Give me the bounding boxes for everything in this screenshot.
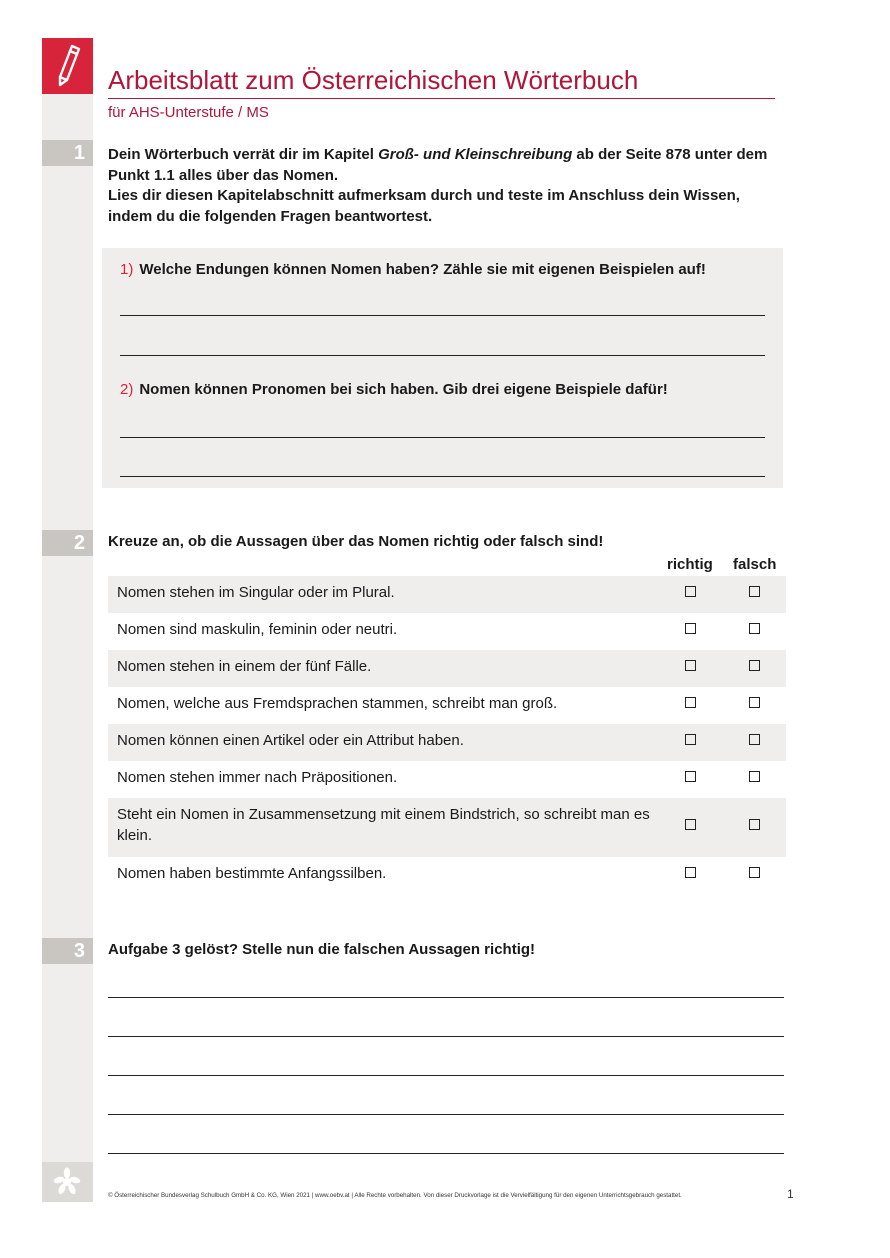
question-2 — [120, 381, 668, 398]
checkbox-falsch[interactable] — [749, 697, 760, 708]
answer-line[interactable] — [108, 1036, 784, 1037]
checkbox-richtig[interactable] — [685, 697, 696, 708]
checkbox-richtig[interactable] — [685, 623, 696, 634]
statement-text: Nomen stehen im Singular oder im Plural. — [117, 584, 395, 601]
intro-text: Dein Wörterbuch verrät dir im Kapitel — [108, 146, 379, 163]
task-2-number: 2 — [42, 530, 93, 556]
statement-row — [108, 798, 786, 857]
statement-row — [108, 761, 786, 798]
statement-row — [108, 613, 786, 650]
intro-chapter-name: Groß- und Kleinschreibung — [378, 146, 573, 163]
intro-instruction: Lies dir diesen Kapitelabschnitt aufmerksam durch und teste im Anschluss dein Wissen, indem du die folgenden Fragen beantwortest. — [108, 187, 740, 225]
question-number: 2) — [120, 381, 134, 398]
column-header-richtig: richtig — [667, 556, 713, 573]
statement-row — [108, 687, 786, 724]
checkbox-richtig[interactable] — [685, 771, 696, 782]
answer-line[interactable] — [108, 1114, 784, 1115]
question-1 — [120, 261, 706, 278]
checkbox-richtig[interactable] — [685, 734, 696, 745]
pencil-icon — [42, 38, 93, 94]
statement-text: Nomen, welche aus Fremdsprachen stammen, schreibt man groß. — [117, 695, 558, 712]
task-3-instruction: Aufgabe 3 gelöst? Stelle nun die falschen Aussagen richtig! — [108, 941, 536, 958]
checkbox-richtig[interactable] — [685, 819, 696, 830]
task-3-number: 3 — [42, 938, 93, 964]
answer-line[interactable] — [108, 997, 784, 998]
checkbox-falsch[interactable] — [749, 623, 760, 634]
statement-text: Nomen können einen Artikel oder ein Attribut haben. — [117, 732, 464, 749]
page-number: 1 — [787, 1187, 794, 1201]
checkbox-falsch[interactable] — [749, 771, 760, 782]
task-2-instruction: Kreuze an, ob die Aussagen über das Nomen richtig oder falsch sind! — [108, 533, 604, 550]
checkbox-richtig[interactable] — [685, 867, 696, 878]
statement-row — [108, 576, 786, 613]
task-1-intro — [108, 145, 788, 227]
answer-line[interactable] — [108, 1075, 784, 1076]
task-1-number: 1 — [42, 140, 93, 166]
intro-text-cont: ab der Seite 878 unter dem Punkt 1.1 alles über das Nomen. — [108, 146, 768, 184]
checkbox-richtig[interactable] — [685, 660, 696, 671]
page-subtitle: für AHS-Unterstufe / MS — [108, 104, 269, 121]
checkbox-richtig[interactable] — [685, 586, 696, 597]
question-box — [102, 248, 783, 488]
question-text: Welche Endungen können Nomen haben? Zähle sie mit eigenen Beispielen auf! — [139, 261, 706, 278]
statement-text: Nomen stehen in einem der fünf Fälle. — [117, 658, 372, 675]
page-title: Arbeitsblatt zum Österreichischen Wörterbuch — [108, 64, 775, 99]
checkbox-falsch[interactable] — [749, 734, 760, 745]
column-header-falsch: falsch — [733, 556, 777, 573]
answer-line[interactable] — [120, 437, 765, 438]
statement-text: Nomen sind maskulin, feminin oder neutri. — [117, 621, 398, 638]
answer-line[interactable] — [108, 1153, 784, 1154]
statement-row — [108, 724, 786, 761]
answer-line[interactable] — [120, 476, 765, 477]
question-number: 1) — [120, 261, 134, 278]
copyright-footer: © Österreichischer Bundesverlag Schulbuch GmbH & Co. KG, Wien 2021 | www.oebv.at | Alle Rechte vorbehalten. Von dieser Druckvorlage ist die Vervielfältigung für den eigenen Unterrichtsgebrauch gestattet. — [108, 1192, 682, 1199]
question-text: Nomen können Pronomen bei sich haben. Gib drei eigene Beispiele dafür! — [139, 381, 668, 398]
statement-text: Nomen haben bestimmte Anfangssilben. — [117, 865, 387, 882]
statement-row — [108, 857, 786, 893]
answer-line[interactable] — [120, 315, 765, 316]
checkbox-falsch[interactable] — [749, 867, 760, 878]
checkbox-falsch[interactable] — [749, 819, 760, 830]
checkbox-falsch[interactable] — [749, 660, 760, 671]
statement-text: Nomen stehen immer nach Präpositionen. — [117, 769, 398, 786]
statement-row — [108, 650, 786, 687]
checkbox-falsch[interactable] — [749, 586, 760, 597]
answer-line[interactable] — [120, 355, 765, 356]
oebv-star-icon — [42, 1162, 93, 1202]
statement-text: Steht ein Nomen in Zusammensetzung mit einem Bindstrich, so schreibt man es klein. — [117, 806, 650, 844]
left-sidebar — [42, 38, 93, 1202]
